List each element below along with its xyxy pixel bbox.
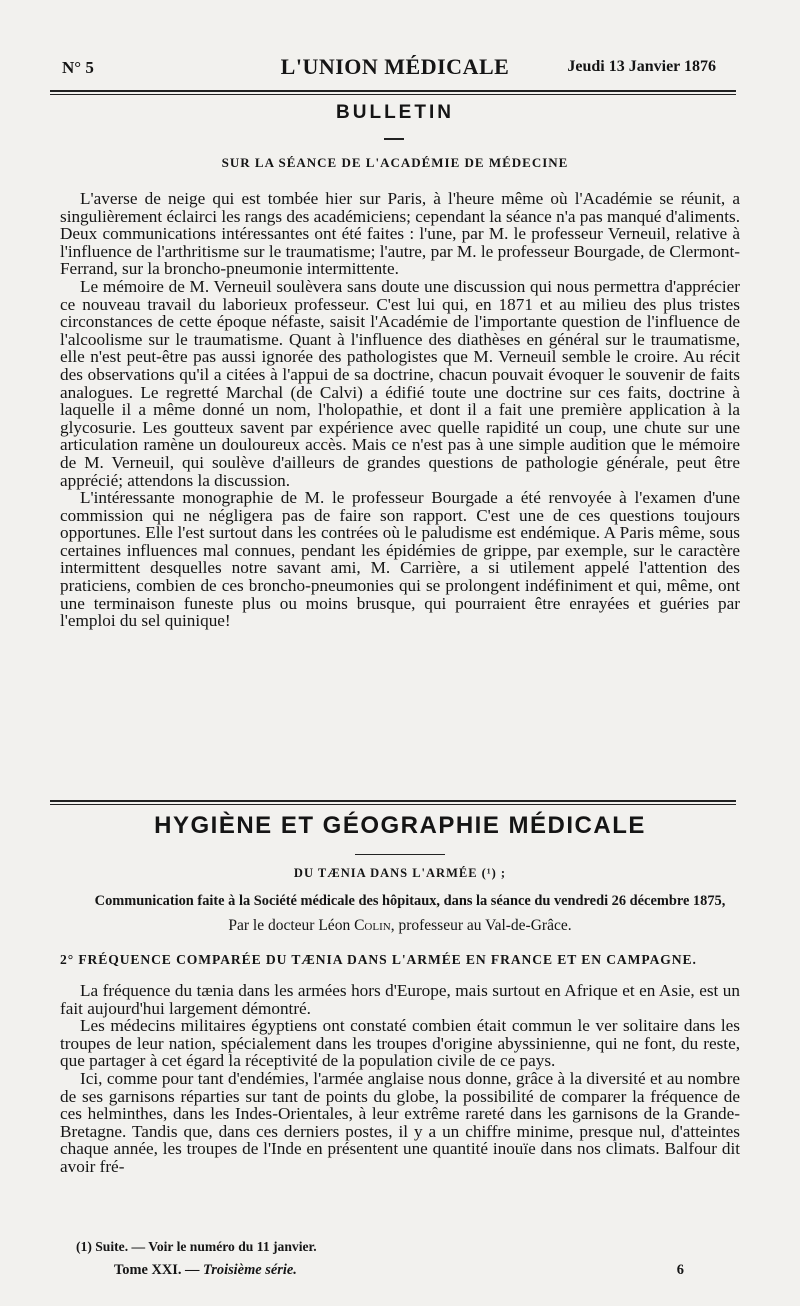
section-rule [50, 800, 736, 802]
title-divider [384, 138, 404, 140]
journal-title: L'UNION MÉDICALE [280, 54, 510, 79]
bulletin-subtitle: SUR LA SÉANCE DE L'ACADÉMIE DE MÉDECINE [221, 155, 569, 170]
author-suffix: , professeur au Val-de-Grâce. [390, 917, 572, 934]
series-label: Troisième série. [203, 1262, 297, 1278]
bulletin-paragraph-1: L'averse de neige qui est tombée hier sur Paris, à l'heure même où l'Académie se réunit, a singulièrement éclairci les rangs des académiciens; cependant la séance n'a pas manqué d'aliments. Deux communications intéressantes ont été faites : l'une, par M. le professeur Verneuil, relative à l'influence de l'arthritisme sur le traumatisme; l'autre, par M. le professeur Bourgade, de Clermont-Ferrand, sur la broncho-pneumonie intermittente. [60, 189, 740, 279]
header-rule [50, 90, 736, 92]
article-paragraph-1: La fréquence du tænia dans les armées hors d'Europe, mais surtout en Afrique et en Asie, est un fait aujourd'hui largement démontré. [60, 981, 740, 1018]
article-paragraph-2: Les médecins militaires égyptiens ont constaté combien était commun le ver solitaire dans les troupes de leur nation, spécialement dans les troupes d'origine abyssinienne, qui ne font, du reste, que partager à cet égard la réceptivité de la population civile de ce pays. [60, 1016, 740, 1071]
page-footer [114, 1262, 694, 1286]
author-name: Colin [354, 917, 391, 934]
bulletin-title: BULLETIN [336, 102, 454, 123]
article-paragraph-3: Ici, comme pour tant d'endémies, l'armée anglaise nous donne, grâce à la diversité et au nombre de ses garnisons réparties sur tant de points du globe, la possibilité de comparer la fréquence de ces helminthes, dans les Indes-Orientales, à leur extrême rareté dans les garnisons de la Grande-Bretagne. Tandis que, dans ces derniers postes, il y a un chiffre minime, presque nul, d'atteintes chaque année, les troupes de l'Inde en présentent une quantité inouïe dans nos climats. Balfour dit avoir fré- [60, 1068, 740, 1176]
section-title: HYGIÈNE ET GÉOGRAPHIE MÉDICALE [154, 812, 646, 839]
author-prefix: Par le docteur Léon [228, 917, 355, 934]
section-heading: 2° FRÉQUENCE COMPARÉE DU TÆNIA DANS L'ARMÉE EN FRANCE ET EN CAMPAGNE. [60, 952, 697, 967]
footnote: (1) Suite. — Voir le numéro du 11 janvier. [76, 1239, 317, 1254]
article-body [60, 982, 740, 1176]
issue-number: N° 5 [62, 58, 94, 77]
bulletin-paragraph-2: Le mémoire de M. Verneuil soulèvera sans doute une discussion qui nous permettra d'apprécier ce nouveau travail du laborieux professeur. C'est lui qui, en 1871 et au milieu des plus tristes circonstances de cette époque néfaste, saisit l'Académie de l'importante question de l'influence de l'alcoolisme sur le traumatisme. Quant à l'influence des diathèses en général sur le traumatisme, elle n'est peut-être pas aussi ignorée des pathologistes que M. Verneuil semble le croire. Au récit des observations qu'il a citées à l'appui de sa doctrine, chacun pouvait évoquer le souvenir de faits analogues. Le regretté Marchal (de Calvi) a édifié toute une doctrine sur ces faits, doctrine à laquelle il a même donné un nom, l'holopathie, et dont il a fait une première application à la glycosurie. Les goutteux savent par expérience avec quelle rapidité un coup, une chute sur une articulation ramène un douloureux accès. Mais ce n'est pas à une simple audition que le mémoire de M. Verneuil, qui soulève d'ailleurs de grandes questions de pathologie générale, peut être apprécié; attendons la discussion. [60, 276, 740, 490]
section-title-divider [355, 854, 445, 855]
issue-date: Jeudi 13 Janvier 1876 [567, 58, 716, 75]
volume-info [114, 1262, 297, 1279]
bulletin-body [60, 190, 740, 630]
article-subtitle: DU TÆNIA DANS L'ARMÉE (¹) ; [293, 866, 507, 880]
page-header [60, 48, 730, 84]
page-number: 6 [676, 1262, 684, 1278]
author-line [60, 917, 740, 935]
bulletin-paragraph-3: L'intéressante monographie de M. le professeur Bourgade a été renvoyée à l'examen d'une commission qui ne négligera pas de faire son rapport. C'est une de ces questions toujours opportunes. Elle l'est surtout dans les contrées où le paludisme est endémique. A Paris même, sous certaines influences mal connues, pendant les épidémies de grippe, par exemple, sur le caractère intermittent desquelles notre savant ami, M. Carrière, a si utilement appelé l'attention des praticiens, combien de ces broncho-pneumonies qui se prolongent indéfiniment et qui, même, ont une terminaison funeste plus ou moins brusque, qui pourraient être enrayées et guéries par l'emploi du sel quinique! [60, 488, 740, 631]
communication-line: Communication faite à la Société médicale des hôpitaux, dans la séance du vendredi 26 décembre 1875, [94, 893, 726, 909]
volume-label: Tome XXI. — [114, 1262, 200, 1278]
